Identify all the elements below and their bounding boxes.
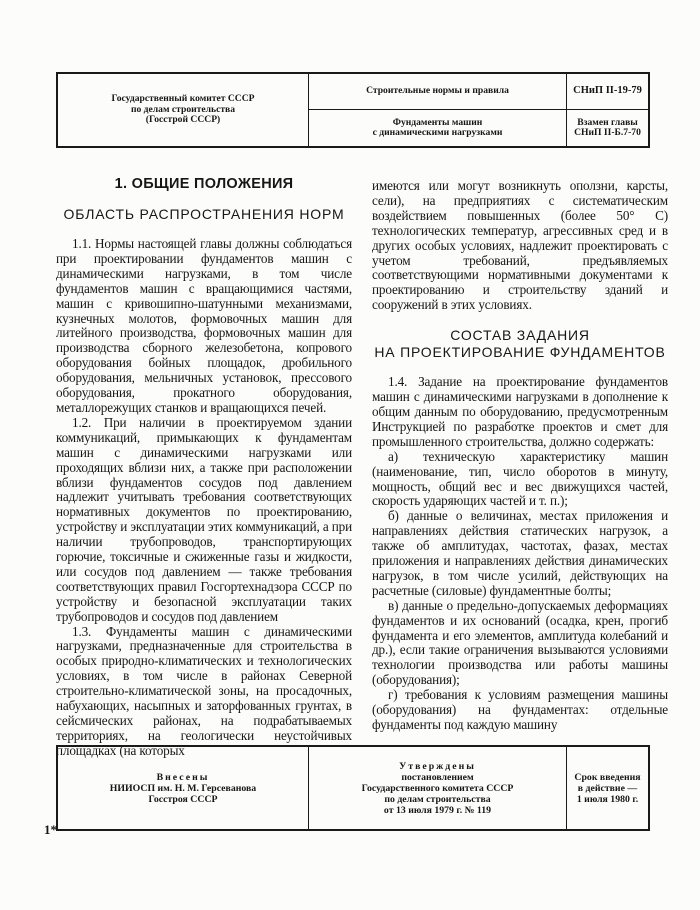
approved-cell — [309, 747, 567, 829]
document-name-cell — [309, 110, 567, 146]
list-item-g: г) требования к условиям размещения машины (оборудования) на фундаментах: отдельные фундаменты под каждую машину — [372, 687, 668, 732]
document-kind-cell — [309, 74, 567, 110]
document-kind: Строительные нормы и правила — [366, 85, 509, 97]
paragraph-1-2: 1.2. При наличии в проектируемом здании коммуникаций, примыкающих к фундаментам машин с динамическими нагрузками или проходящих вблизи них, а также при расположении вблизи фундаментов сосудов под давлением надлежит учитывать требования соответствующих нормативных документов по проектированию, устройству и эксплуатации этих коммуникаций, а при наличии трубопроводов, транспортирующих горючие, токсичные и сжиженные газы и жидкости, или сосудов под давлением — также требования соответствующих правил Госгортехнадзора СССР по устройству и безопасной эксплуатации таких трубопроводов и сосудов под давлением — [56, 414, 352, 624]
replaces-cell — [567, 110, 648, 146]
paragraph-1-3: 1.3. Фундаменты машин с динамическими нагрузками, предназначенные для строительства в особых природно-климатических и технологических условиях, в том числе в районах Северной строительно-климатической зоны, на просадочных, набухающих, насыпных и заторфованных грунтах, в сейсмических районах, на подрабатываемых территориях, на геологически неустойчивых площадках (на которых — [56, 623, 352, 758]
issuing-organization-cell — [58, 74, 309, 146]
paragraph-1-1: 1.1. Нормы настоящей главы должны соблюдаться при проектировании фундаментов машин с динамическими нагрузками, в том числе фундаментов машин с вращающимися частями, машин с кривошипно-шатунными механизмами, кузнечных молотов, формовочных машин для литейного производства, формовочных машин для производства сборного железобетона, копрового оборудования бойных площадок, дробильного оборудования, мельничных установок, прессового оборудования, прокатного оборудования, металлорежущих станков и вращающихся печей. — [56, 236, 352, 415]
introduced-cell — [58, 747, 309, 829]
page-mark: 1* — [44, 822, 57, 837]
approved-text: постановлением Государственного комитета СССР по делам строительства от 13 июля 1979 г. № 119 — [361, 771, 514, 816]
list-item-v: в) данные о предельно-допускаемых деформациях фундаментов и их оснований (осадка, крен, прогиб фундамента и его элементов, амплитуда колебаний и др.), если такие ограничения вызываются условиями технологии производства или работы машины (оборудования); — [372, 597, 668, 688]
document-code: СНиП II-19-79 — [573, 85, 642, 97]
document-code-cell — [567, 74, 648, 110]
left-column — [56, 176, 352, 759]
issuing-organization: Государственный комитет СССР по делам строительства (Госстрой СССР) — [111, 93, 255, 126]
introduced-label: Внесены — [156, 771, 210, 783]
list-item-a: а) техническую характеристику машин (наименование, тип, число оборотов в минуту, мощность, общий вес и вес движущихся частей, скорость ударяющих частей и т. п.); — [372, 448, 668, 509]
list-item-b: б) данные о величинах, местах приложения и направлениях действия статических нагрузок, а также об амплитудах, частотах, фазах, местах приложения и направлениях действия динамических нагрузок, в том числе усилий, действующих на расчетные (силовые) фундаментные болты; — [372, 508, 668, 598]
footer-table — [56, 745, 650, 831]
paragraph-1-4: 1.4. Задание на проектирование фундаментов машин с динамическими нагрузками в дополнение к общим данным по оборудованию, предусмотренным Инструкцией по разработке проектов и смет для промышленного строительства, должно содержать: — [372, 374, 668, 449]
effective-date: Срок введения в действие — 1 июля 1980 г. — [574, 771, 641, 805]
header-table — [56, 72, 650, 148]
section-title: 1. ОБЩИЕ ПОЛОЖЕНИЯ — [114, 176, 294, 192]
replaces-note: Взамен главы СНиП II-Б.7-70 — [574, 116, 641, 138]
effective-date-cell — [567, 747, 648, 829]
paragraph-1-3-continued: имеются или могут возникнуть оползни, карсты, сели), на предприятиях с систематическим воздействием повышенных (более 50° С) технологических температур, агрессивных сред и в других особых условиях, надлежит проектировать с учетом требований, предъявляемых соответствующими нормативными документами к проектированию и строительству зданий и сооружений в этих условиях. — [372, 178, 668, 313]
introduced-by: НИИОСП им. Н. М. Герсеванова Госстроя СССР — [109, 782, 257, 805]
scope-subtitle: ОБЛАСТЬ РАСПРОСТРАНЕНИЯ НОРМ — [63, 206, 345, 222]
right-column — [372, 179, 668, 733]
document-name: Фундаменты машин с динамическими нагрузками — [372, 116, 503, 138]
approved-label: Утверждены — [399, 760, 476, 772]
task-subtitle: СОСТАВ ЗАДАНИЯ НА ПРОЕКТИРОВАНИЕ ФУНДАМЕНТОВ — [374, 327, 666, 361]
